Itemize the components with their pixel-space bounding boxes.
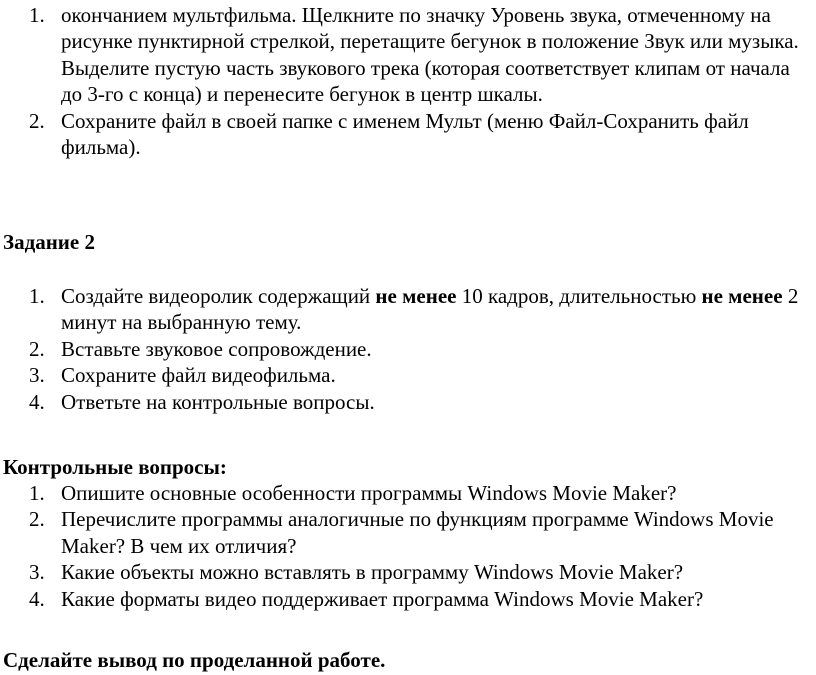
list-item: [0, 362, 816, 388]
item-text: Сохраните файл видеофильма.: [61, 363, 336, 388]
questions-heading: Контрольные вопросы:: [3, 455, 227, 479]
item-number: 1.: [29, 481, 45, 505]
item-text: Какие объекты можно вставлять в программу Windows Movie Maker?: [61, 560, 684, 585]
item-text: Вставьте звуковое сопровождение.: [61, 336, 372, 361]
item-number: 4.: [29, 389, 45, 414]
item-number: 3.: [29, 560, 45, 585]
list-item: [0, 586, 816, 612]
list-item: [0, 389, 816, 415]
list-item: [0, 559, 816, 585]
bold-text: не менее: [375, 284, 457, 308]
item-text: Сохраните файл в своей папке с именем Мульт (меню Файл-Сохранить файл фильма).: [61, 108, 749, 160]
item-text: Ответьте на контрольные вопросы.: [61, 389, 375, 414]
item-text: Создайте видеоролик содержащий не менее 10 кадров, длительностью не менее 2 минут на выбранную тему.: [61, 284, 799, 335]
list-item: [0, 336, 816, 362]
item-number: 4.: [29, 586, 45, 611]
list-item: [0, 108, 816, 161]
item-number: 2.: [29, 336, 45, 361]
task2-heading: Задание 2: [3, 230, 95, 254]
item-number: 3.: [29, 363, 45, 388]
item-number: 2.: [29, 507, 45, 532]
list-item: [0, 283, 816, 336]
questions-list: [0, 480, 816, 612]
item-text: Какие форматы видео поддерживает программа Windows Movie Maker?: [61, 586, 704, 611]
list-item: [0, 2, 816, 108]
list-item: [0, 506, 816, 559]
conclusion-heading: Сделайте вывод по проделанной работе.: [3, 648, 386, 672]
item-text: Перечислите программы аналогичные по функциям программе Windows Movie Maker? В чем их отличия?: [61, 507, 774, 558]
item-number: 2.: [29, 108, 45, 133]
bold-text: не менее: [701, 284, 783, 308]
instructions-list: [0, 2, 816, 160]
list-item: [0, 480, 816, 506]
item-number: 1.: [29, 3, 45, 27]
item-number: 1.: [29, 284, 45, 308]
item-text: Опишите основные особенности программы Windows Movie Maker?: [61, 481, 677, 505]
task2-list: [0, 283, 816, 415]
item-text: окончанием мультфильма. Щелкните по значку Уровень звука, отмеченному на рисунке пунктирной стрелкой, перетащите бегунок в положение Звук или музыка. Выделите пустую часть звукового трека (которая соответствует клипам от начала до 3-го с конца) и перенесите бегунок в центр шкалы.: [61, 3, 799, 107]
